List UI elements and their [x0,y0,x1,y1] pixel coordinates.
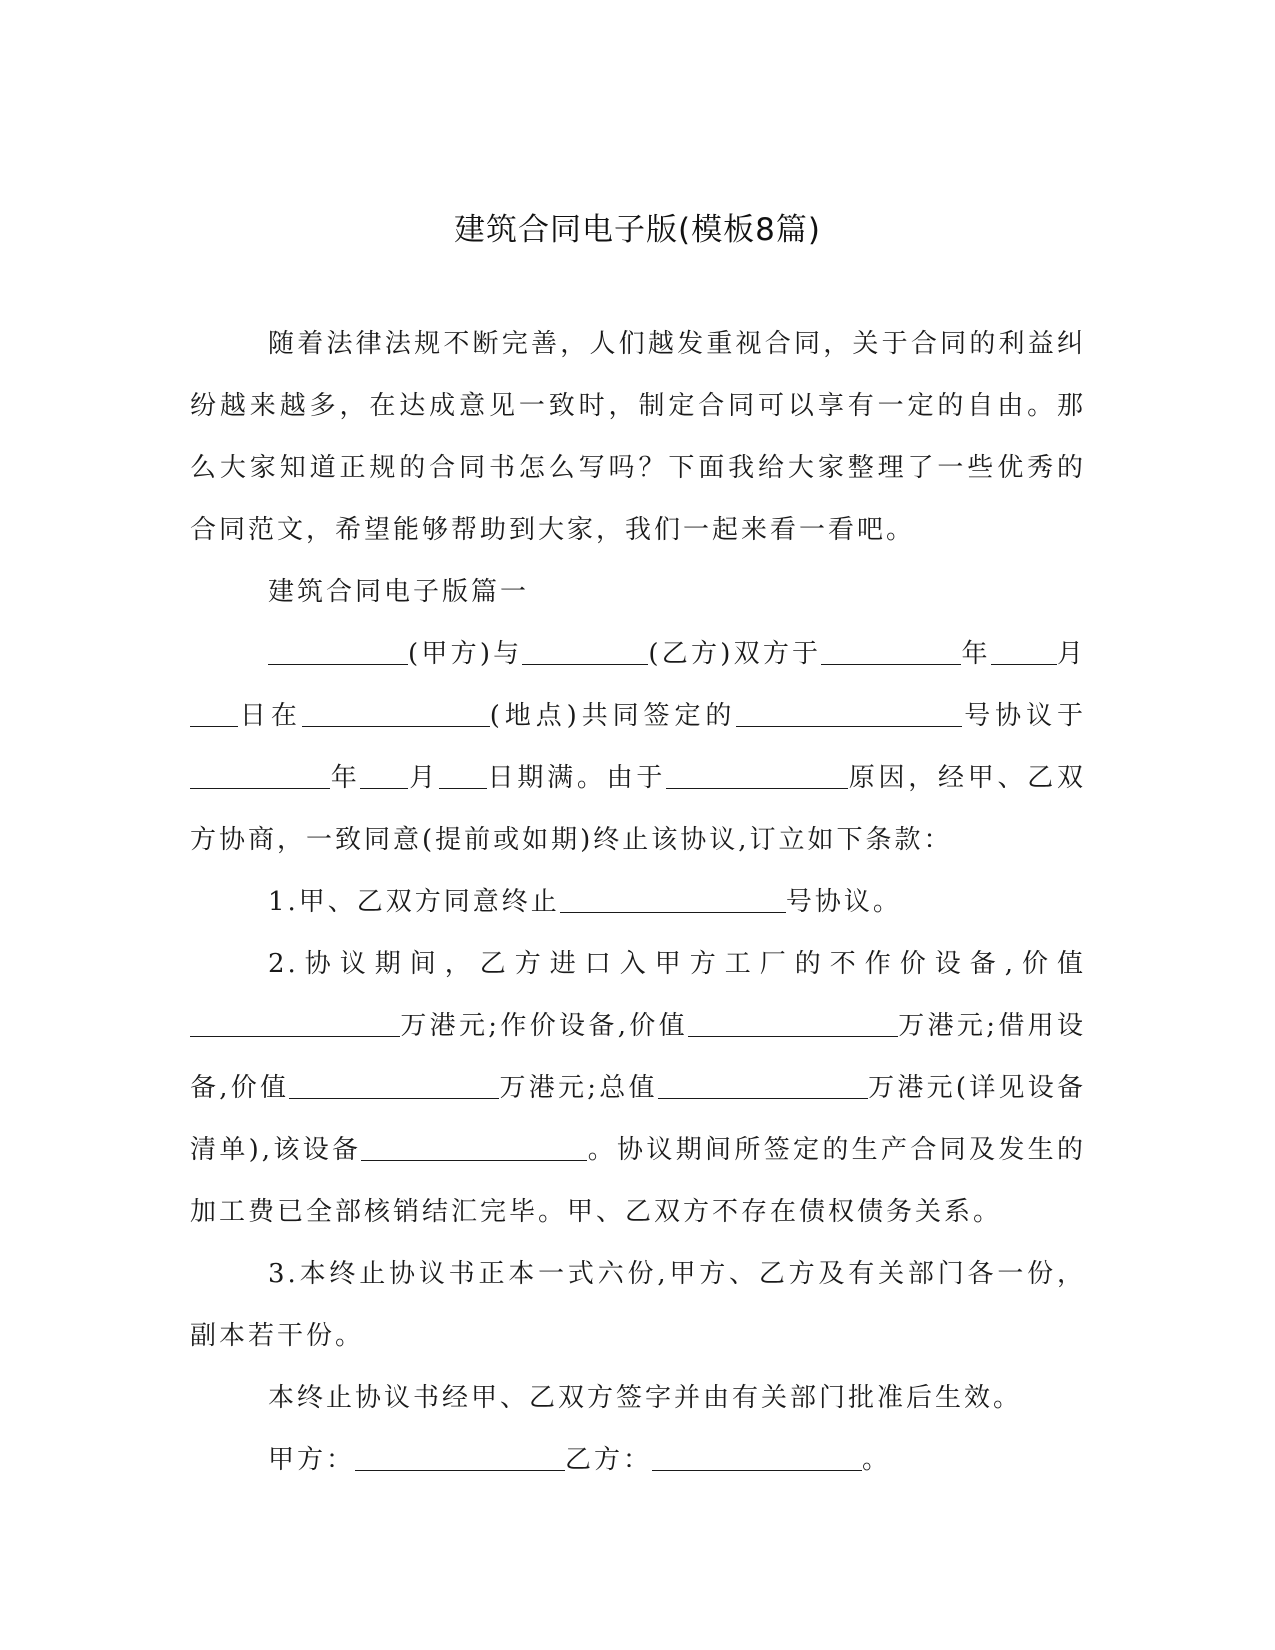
blank-line [666,760,848,789]
section-heading: 建筑合同电子版篇一 [268,577,530,607]
party-b-label: 乙方： [565,1445,653,1475]
blank-line [302,698,490,727]
blank-line [688,1008,898,1037]
text-fragment: 万港元;借用设备,价值 [190,1011,1086,1103]
party-a-signature-blank[interactable] [355,1442,565,1471]
blank-line [736,698,962,727]
party-a-label: 甲方： [268,1445,356,1475]
clause-1 [190,871,1086,933]
blank-line [821,636,961,665]
blank-line [658,1070,868,1099]
blank-line [361,1132,587,1161]
text-fragment: 月 [1056,639,1086,669]
text-fragment: 2.协议期间，乙方进口入甲方工厂的不作价设备,价值 [268,949,1086,979]
blank-line [190,698,238,727]
intro-paragraph: 随着法律法规不断完善，人们越发重视合同，关于合同的利益纠纷越来越多，在达成意见一致时，制定合同可以享有一定的自由。那么大家知道正规的合同书怎么写吗？下面我给大家整理了一些优秀的合同范文，希望能够帮助到大家，我们一起来看一看吧。 [190,329,1086,545]
text-fragment: 原因，经甲、乙双方协商，一致同意(提前或如期)终止该协议,订立如下条款： [190,763,1086,855]
document-title: 建筑合同电子版(模板8篇) [454,212,821,248]
clause-2 [190,933,1086,1243]
blank-line [522,636,648,665]
text-fragment: 日期满。由于 [486,763,667,793]
signature-line [190,1429,1086,1491]
text-fragment: 1.甲、乙双方同意终止 [268,887,560,917]
text-fragment: 日在 [238,701,302,731]
text-fragment: 。协议期间所签定的生产合同及发生的加工费已全部核销结汇完毕。甲、乙双方不存在债权债务关系。 [190,1135,1086,1227]
text-fragment: 万港元(详见设备清单),该设备 [190,1073,1086,1165]
text-fragment: 万港元;总值 [499,1073,658,1103]
blank-line [991,636,1057,665]
text-fragment: (乙方)双方于 [648,639,822,669]
blank-line [190,760,330,789]
agreement-paragraph [190,623,1086,871]
blank-line [268,636,408,665]
clause-3: 3.本终止协议书正本一式六份,甲方、乙方及有关部门各一份，副本若干份。 [190,1259,1086,1351]
blank-line [289,1070,499,1099]
party-b-signature-blank[interactable] [652,1442,862,1471]
text-fragment: 万港元;作价设备,价值 [400,1011,688,1041]
text-fragment: 年 [330,763,361,793]
text-fragment: 号协议于 [962,701,1086,731]
blank-line [439,760,487,789]
text-fragment: 月 [408,763,439,793]
text-fragment: 。 [862,1445,892,1475]
blank-line [360,760,408,789]
blank-line [190,1008,400,1037]
text-fragment: (地点)共同签定的 [489,701,737,731]
effective-clause: 本终止协议书经甲、乙双方签字并由有关部门批准后生效。 [268,1383,1023,1413]
text-fragment: 号协议。 [785,887,902,917]
text-fragment: 年 [961,639,991,669]
document-body [190,313,1086,1491]
text-fragment: (甲方)与 [408,639,523,669]
blank-line [560,884,786,913]
